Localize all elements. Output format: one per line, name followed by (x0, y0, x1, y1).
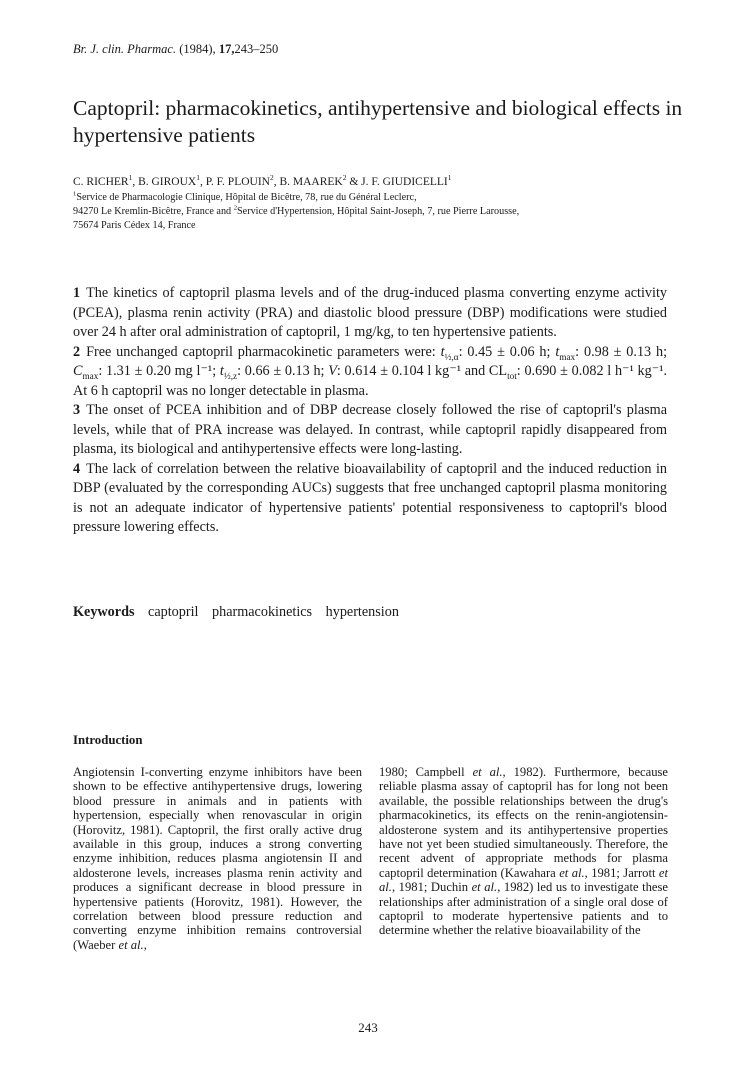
keyword: hypertension (325, 604, 399, 620)
author-affil-mark: 1 (128, 173, 133, 183)
journal-year: (1984), (179, 42, 216, 56)
author-affil-mark: 1 (447, 173, 452, 183)
abstract-paragraph: 3 The onset of PCEA inhibition and of DBP decrease closely followed the rise of captopril's plasma levels, while that of PRA increase was delayed. In contrast, while captopril rapidly disappeared from plasma, its biological and antihypertensive effects were long-lasting. (73, 402, 667, 457)
section-heading: Introduction (73, 733, 143, 747)
keyword: pharmacokinetics (212, 604, 313, 620)
author-name: B. MAAREK (279, 176, 343, 188)
affiliations: $^1$Service de Pharmacologie Clinique, Hôpital de Bicêtre, 78, rue du Général Leclerc, 94270 Le Kremlin-Bicêtre, France and $^2$Service d'Hypertension, Hôpital Saint-Joseph, 7, rue Pierre Larousse, 75674 Paris Cédex 14, France (73, 190, 520, 231)
journal-pages: 243–250 (234, 42, 279, 56)
page-number: 243 (358, 1020, 378, 1035)
affiliation-line: Service d'Hypertension, Hôpital Saint-Joseph, 7, rue Pierre Larousse, (237, 206, 520, 217)
journal-name: Br. J. clin. Pharmac. (73, 42, 177, 56)
author-list: C. RICHER$^1$, B. GIROUX$^1$, P. F. PLOUIN$^2$, B. MAAREK$^2$ & J. F. GIUDICELLI$^1$ (73, 173, 452, 188)
intro-column-left: Angiotensin I-converting enzyme inhibitors have been shown to be effective antihypertensive drugs, lowering blood pressure in animals and in patients with hypertension, especially when renovascular in origin (Horovitz, 1981). Captopril, the first orally active drug available in this group, induces a strong converting enzyme inhibition, reduces plasma angiotensin II and aldosterone levels, increases plasma renin activity and produces a significant decrease in blood pressure in hypertensive patients (Horovitz, 1981). However, the correlation between blood pressure reduction and converting enzyme inhibition remains controversial (Waeber et al., (73, 765, 362, 952)
author-affil-mark: 2 (269, 173, 274, 183)
keywords-label: Keywords (73, 604, 135, 620)
author-name: J. F. GIUDICELLI (361, 176, 448, 188)
affiliation-line: Service de Pharmacologie Clinique, Hôpital de Bicêtre, 78, rue du Général Leclerc, (76, 192, 417, 203)
journal-volume: 17, (218, 42, 235, 56)
author-name: P. F. PLOUIN (205, 176, 270, 188)
affiliation-line: 75674 Paris Cédex 14, France (73, 220, 196, 231)
affiliation-line: 94270 Le Kremlin-Bicêtre, France and (73, 206, 232, 217)
abstract-paragraph: 4 The lack of correlation between the relative bioavailability of captopril and the induced reduction in DBP (evaluated by the corresponding AUCs) suggests that free unchanged captopril plasma monitoring is not an adequate indicator of hypertensive patients' potential responsiveness to captopril's blood pressure lowering effects. (73, 460, 667, 535)
author-affil-mark: 2 (342, 173, 347, 183)
author-name: C. RICHER (73, 176, 129, 188)
abstract-paragraph: 1 The kinetics of captopril plasma levels and of the drug-induced plasma converting enzyme activity (PCEA), plasma renin activity (PRA) and diastolic blood pressure (DBP) modifications were studied over 24 h after oral administration of captopril, 1 mg/kg, to ten hypertensive patients. (73, 285, 667, 340)
keyword: captopril (148, 604, 199, 620)
author-affil-mark: 1 (196, 173, 200, 183)
article-title: Captopril: pharmacokinetics, antihypertensive and biological effects in hypertensive patients (73, 96, 683, 147)
abstract-paragraph: 2 Free unchanged captopril pharmacokinetic parameters were: $t_{\frac{1}{2},\alpha}$: 0.45 ± 0.06 h; $t_{max}$: 0.98 ± 0.13 h; $C_{max}$: 1.31 ± 0.20 mg l⁻¹; $t_{\frac{1}{2},z}$: 0.66 ± 0.13 h; V: 0.614 ± 0.104 l kg⁻¹ and $CL_{tot}$: 0.690 ± 0.082 l h⁻¹ kg⁻¹. At 6 h captopril was no longer detectable in plasma. (73, 343, 668, 399)
abstract (73, 284, 667, 538)
author-name: B. GIROUX (138, 176, 197, 188)
keywords (73, 604, 409, 621)
journal-citation (73, 42, 278, 57)
intro-column-right: 1980; Campbell et al., 1982). Furthermore, because reliable plasma assay of captopril has for long not been available, the possible relationships between the drug's pharmacokinetics, its effects on the renin-angiotensin-aldosterone system and its antihypertensive properties have not yet been studied simultaneously. Therefore, the recent advent of appropriate methods for plasma captopril determination (Kawahara et al., 1981; Jarrott et al., 1981; Duchin et al., 1982) led us to investigate these relationships after administration of a single oral dose of captopril to moderate hypertensive patients and to determine whether the relative bioavailability of the (379, 765, 669, 938)
